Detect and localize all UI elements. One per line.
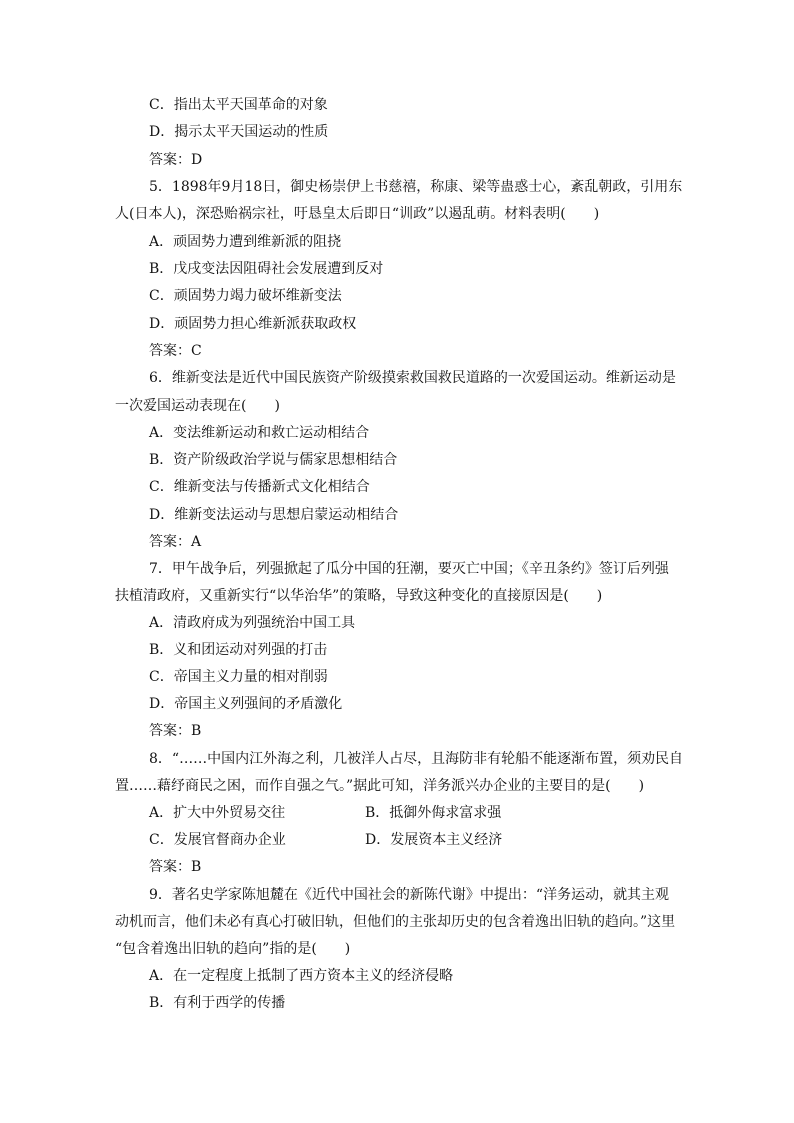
q6-option-a: A．变法维新运动和救亡运动相结合 [149, 425, 370, 441]
q9-option-b: B．有利于西学的传播 [149, 995, 286, 1011]
q7-option-d: D．帝国主义列强间的矛盾激化 [149, 696, 343, 712]
q5-answer: 答案：C [149, 343, 202, 359]
q5-option-c: C．顽固势力竭力破坏维新变法 [149, 288, 342, 304]
q7-stem-line-2: 扶植清政府，又重新实行“以华治华”的策略，导致这种变化的直接原因是( ) [115, 588, 603, 604]
q8-option-b: B．抵御外侮求富求强 [365, 805, 502, 821]
q6-option-d: D．维新变法运动与思想启蒙运动相结合 [149, 507, 399, 523]
q6-answer: 答案：A [149, 534, 202, 550]
q6-option-b: B．资产阶级政治学说与儒家思想相结合 [149, 452, 398, 468]
q4-answer: 答案：D [149, 152, 203, 168]
q6-stem-line-2: 一次爱国运动表现在( ) [115, 398, 280, 414]
q9-stem-line-2: 动机而言，他们未必有真心打破旧轨，但他们的主张却历史的包含着逸出旧轨的趋向。”这里 [115, 914, 676, 930]
q7-option-a: A．清政府成为列强统治中国工具 [149, 615, 356, 631]
q6-stem-line-1: 6．维新变法是近代中国民族资产阶级摸索救国救民道路的一次爱国运动。维新运动是 [149, 370, 676, 386]
q9-stem-line-1: 9．著名史学家陈旭麓在《近代中国社会的新陈代谢》中提出：“洋务运动，就其主观 [149, 887, 670, 903]
q8-answer: 答案：B [149, 859, 202, 875]
q9-stem-line-3: “包含着逸出旧轨的趋向”指的是( ) [115, 941, 351, 957]
q7-answer: 答案：B [149, 723, 202, 739]
q5-stem-line-2: 人(日本人)，深恐贻祸宗社，吁恳皇太后即日“训政”以遏乱萌。材料表明( ) [115, 206, 600, 222]
q4-option-c: C．指出太平天国革命的对象 [149, 97, 328, 113]
q8-option-c: C．发展官督商办企业 [149, 832, 286, 848]
q8-stem-line-1: 8．“……中国内江外海之利，几被洋人占尽，且海防非有轮船不能逐渐布置，须劝民自 [149, 751, 684, 767]
q7-option-c: C．帝国主义力量的相对削弱 [149, 669, 328, 685]
q8-option-a: A．扩大中外贸易交往 [149, 805, 286, 821]
q5-option-a: A．顽固势力遭到维新派的阻挠 [149, 234, 342, 250]
q5-option-d: D．顽固势力担心维新派获取政权 [149, 316, 357, 332]
q7-stem-line-1: 7．甲午战争后，列强掀起了瓜分中国的狂潮，要灭亡中国；《辛丑条约》签订后列强 [149, 561, 669, 577]
q5-stem-line-1: 5．1898年9月18日，御史杨崇伊上书慈禧，称康、梁等蛊惑士心，紊乱朝政，引用东 [149, 179, 683, 195]
q6-option-c: C．维新变法与传播新式文化相结合 [149, 479, 370, 495]
q8-option-d: D．发展资本主义经济 [365, 832, 503, 848]
q4-option-d: D．揭示太平天国运动的性质 [149, 124, 329, 140]
q8-stem-line-2: 置……藉纾商民之困，而作自强之气。”据此可知，洋务派兴办企业的主要目的是( ) [115, 778, 645, 794]
q9-option-a: A．在一定程度上抵制了西方资本主义的经济侵略 [149, 968, 454, 984]
q7-option-b: B．义和团运动对列强的打击 [149, 642, 328, 658]
q5-option-b: B．戊戌变法因阻碍社会发展遭到反对 [149, 261, 384, 277]
